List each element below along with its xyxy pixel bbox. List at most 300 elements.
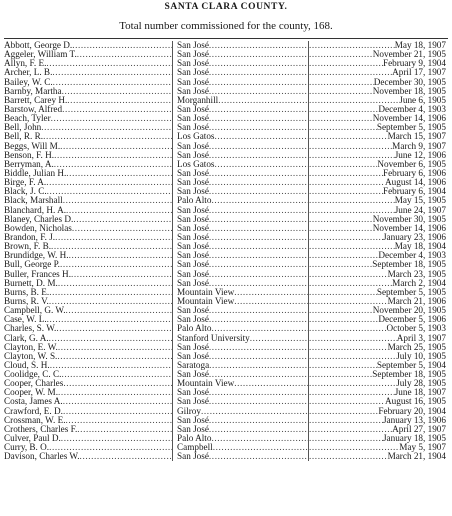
date-cell [309, 187, 448, 196]
dot-leader [209, 123, 308, 132]
place-text: San José [177, 205, 209, 215]
dot-leader [309, 151, 395, 160]
name-cell [4, 443, 173, 452]
table-row [4, 452, 448, 461]
table-row [4, 379, 448, 388]
place-text: San José [177, 150, 209, 160]
place-cell [173, 361, 309, 370]
dot-leader [77, 50, 172, 59]
date-text: July 28, 1905 [396, 379, 446, 389]
name-cell [4, 425, 173, 434]
name-text: Aggeler, William T. [4, 50, 77, 60]
place-cell [173, 123, 309, 132]
dot-leader [57, 352, 172, 361]
name-cell [4, 279, 173, 288]
dot-leader [209, 215, 308, 224]
date-text: August 14, 1906 [385, 178, 446, 188]
dot-leader [41, 123, 172, 132]
table-row [4, 233, 448, 242]
date-text: September 18, 1905 [372, 370, 446, 380]
place-text: Mountain View [177, 287, 235, 297]
dot-leader [209, 206, 308, 215]
place-cell [173, 288, 309, 297]
dot-leader [309, 352, 396, 361]
place-text: San José [177, 269, 209, 279]
table-row [4, 41, 448, 50]
place-text: San José [177, 232, 209, 242]
date-text: March 9, 1907 [392, 141, 446, 151]
place-cell [173, 224, 309, 233]
name-text: Curry, B. O. [4, 443, 50, 453]
date-cell [309, 160, 448, 169]
name-text: Allyn, F. E. [4, 59, 47, 69]
name-text: Burns, B. E. [4, 287, 50, 297]
dot-leader [309, 416, 383, 425]
table-row [4, 251, 448, 260]
name-text: Bull, George P. [4, 260, 60, 270]
dot-leader [309, 160, 377, 169]
place-cell [173, 352, 309, 361]
place-text: San José [177, 452, 209, 462]
table-row [4, 242, 448, 251]
dot-leader [46, 178, 172, 187]
name-text: Culver, Paul D. [4, 434, 61, 444]
table-row [4, 123, 448, 132]
place-cell [173, 416, 309, 425]
dot-leader [309, 324, 387, 333]
name-cell [4, 288, 173, 297]
dot-leader [47, 187, 172, 196]
name-text: Brown, F. B. [4, 242, 51, 252]
place-cell [173, 397, 309, 406]
date-cell [309, 434, 448, 443]
place-cell [173, 434, 309, 443]
dot-leader [43, 132, 172, 141]
place-cell [173, 233, 309, 242]
dot-leader [309, 315, 378, 324]
place-text: San José [177, 214, 209, 224]
place-text: San José [177, 168, 209, 178]
name-cell [4, 315, 173, 324]
dot-leader [309, 425, 392, 434]
name-cell [4, 178, 173, 187]
date-cell [309, 59, 448, 68]
table-row [4, 59, 448, 68]
name-text: Bell, John [4, 123, 42, 133]
name-text: Bell, R. R. [4, 132, 44, 142]
name-text: Crossman, W. E. [4, 415, 66, 425]
dot-leader [209, 187, 308, 196]
dot-leader [309, 397, 385, 406]
place-text: San José [177, 342, 209, 352]
dot-leader [250, 334, 308, 343]
date-cell [309, 297, 448, 306]
name-cell [4, 132, 173, 141]
name-cell [4, 96, 173, 105]
table-row [4, 397, 448, 406]
place-text: San José [177, 50, 209, 60]
dot-leader [209, 114, 308, 123]
place-text: San José [177, 68, 209, 78]
place-text: Campbell [177, 443, 213, 453]
dot-leader [309, 279, 392, 288]
dot-leader [209, 452, 308, 461]
date-text: February 6, 1904 [382, 187, 446, 197]
dot-leader [211, 324, 308, 333]
date-cell [309, 260, 448, 269]
place-cell [173, 260, 309, 269]
dot-leader [51, 114, 172, 123]
dot-leader [49, 334, 172, 343]
name-text: Cooper, Charles [4, 379, 64, 389]
dot-leader [209, 352, 308, 361]
date-cell [309, 288, 448, 297]
date-cell [309, 233, 448, 242]
name-cell [4, 416, 173, 425]
header-rule [4, 38, 448, 39]
date-cell [309, 315, 448, 324]
date-text: June 18, 1907 [394, 388, 446, 398]
place-cell [173, 306, 309, 315]
date-cell [309, 334, 448, 343]
date-text: November 14, 1906 [372, 223, 446, 233]
dot-leader [201, 407, 308, 416]
name-cell [4, 270, 173, 279]
date-text: July 10, 1905 [396, 351, 446, 361]
name-text: Birge, F. A. [4, 178, 47, 188]
dot-leader [55, 233, 172, 242]
date-cell [309, 352, 448, 361]
name-text: Blanchard, H. A. [4, 205, 67, 215]
date-cell [309, 50, 448, 59]
name-cell [4, 407, 173, 416]
place-cell [173, 425, 309, 434]
dot-leader [309, 452, 388, 461]
place-text: San José [177, 260, 209, 270]
name-text: Buller, Frances H. [4, 269, 71, 279]
name-cell [4, 388, 173, 397]
name-cell [4, 50, 173, 59]
dot-leader [309, 123, 377, 132]
name-text: Clayton, W. S. [4, 351, 58, 361]
place-cell [173, 388, 309, 397]
place-text: San José [177, 242, 209, 252]
dot-leader [209, 425, 308, 434]
date-cell [309, 169, 448, 178]
dot-leader [309, 407, 378, 416]
date-cell [309, 41, 448, 50]
name-cell [4, 142, 173, 151]
name-cell [4, 41, 173, 50]
table-row [4, 187, 448, 196]
place-text: Palo Alto [177, 434, 212, 444]
date-text: November 30, 1905 [372, 214, 446, 224]
place-cell [173, 270, 309, 279]
dot-leader [72, 41, 172, 50]
dot-leader [209, 260, 308, 269]
dot-leader [309, 87, 373, 96]
table-row [4, 407, 448, 416]
date-text: May 18, 1907 [394, 41, 446, 50]
table-row [4, 370, 448, 379]
dot-leader [66, 206, 172, 215]
date-text: November 20, 1905 [372, 306, 446, 316]
place-text: San José [177, 59, 209, 69]
date-cell [309, 416, 448, 425]
dot-leader [60, 142, 172, 151]
date-cell [309, 452, 448, 461]
name-text: Crawford, E. D. [4, 406, 63, 416]
dot-leader [209, 50, 308, 59]
place-cell [173, 78, 309, 87]
place-cell [173, 142, 309, 151]
dot-leader [80, 452, 172, 461]
date-text: May 5, 1907 [399, 443, 446, 453]
dot-leader [66, 416, 172, 425]
date-cell [309, 196, 448, 205]
name-text: Beggs, Will M. [4, 141, 61, 151]
date-cell [309, 132, 448, 141]
name-cell [4, 361, 173, 370]
date-text: February 6, 1906 [382, 168, 446, 178]
dot-leader [209, 397, 308, 406]
name-cell [4, 370, 173, 379]
dot-leader [309, 288, 377, 297]
date-cell [309, 178, 448, 187]
table-row [4, 288, 448, 297]
table-row [4, 260, 448, 269]
dot-leader [52, 68, 172, 77]
name-cell [4, 59, 173, 68]
dot-leader [209, 142, 308, 151]
date-text: June 12, 1906 [394, 150, 446, 160]
dot-leader [46, 59, 172, 68]
name-text: Clayton, E. W. [4, 342, 58, 352]
name-text: Black, Marshall [4, 196, 63, 206]
date-cell [309, 215, 448, 224]
dot-leader [73, 215, 172, 224]
table-row [4, 96, 448, 105]
name-text: Cloud, S. H. [4, 360, 50, 370]
place-text: San José [177, 223, 209, 233]
dot-leader [209, 169, 308, 178]
name-text: Davison, Charles W. [4, 452, 80, 462]
place-cell [173, 315, 309, 324]
dot-leader [309, 242, 395, 251]
dot-leader [309, 270, 388, 279]
table-row [4, 160, 448, 169]
dot-leader [309, 251, 378, 260]
name-text: Coolidge, C. C. [4, 370, 62, 380]
dot-leader [49, 443, 172, 452]
name-cell [4, 434, 173, 443]
place-cell [173, 452, 309, 461]
date-text: November 6, 1905 [377, 159, 446, 169]
place-text: San José [177, 187, 209, 197]
date-text: November 14, 1906 [372, 114, 446, 124]
table-row [4, 151, 448, 160]
date-text: December 4, 1903 [378, 251, 446, 261]
date-text: December 5, 1906 [378, 315, 446, 325]
name-cell [4, 215, 173, 224]
table-row [4, 87, 448, 96]
table-row [4, 270, 448, 279]
date-text: September 18, 1905 [372, 260, 446, 270]
commission-table [4, 41, 448, 461]
dot-leader [63, 397, 172, 406]
place-cell [173, 206, 309, 215]
dot-leader [309, 59, 383, 68]
place-cell [173, 196, 309, 205]
place-text: San José [177, 424, 209, 434]
date-text: April 3, 1907 [396, 333, 446, 343]
name-cell [4, 196, 173, 205]
name-text: Brundidge, W. H. [4, 251, 69, 261]
name-cell [4, 334, 173, 343]
date-cell [309, 224, 448, 233]
table-row [4, 334, 448, 343]
dot-leader [209, 270, 308, 279]
name-cell [4, 324, 173, 333]
dot-leader [63, 379, 172, 388]
dot-leader [234, 379, 308, 388]
name-cell [4, 123, 173, 132]
name-cell [4, 187, 173, 196]
date-text: March 21, 1904 [387, 452, 446, 462]
name-text: Benson, F. H. [4, 150, 55, 160]
dot-leader [309, 379, 396, 388]
dot-leader [309, 178, 385, 187]
dot-leader [58, 388, 172, 397]
dot-leader [309, 443, 399, 452]
table-row [4, 352, 448, 361]
dot-leader [309, 306, 373, 315]
dot-leader [309, 260, 372, 269]
dot-leader [234, 288, 308, 297]
place-cell [173, 242, 309, 251]
dot-leader [309, 78, 374, 87]
date-cell [309, 407, 448, 416]
date-text: December 4, 1903 [378, 104, 446, 114]
dot-leader [213, 443, 308, 452]
dot-leader [309, 41, 395, 50]
date-text: April 17, 1907 [392, 68, 446, 78]
name-cell [4, 224, 173, 233]
place-cell [173, 343, 309, 352]
dot-leader [61, 370, 172, 379]
dot-leader [58, 343, 172, 352]
dot-leader [50, 361, 172, 370]
table-row [4, 297, 448, 306]
table-row [4, 324, 448, 333]
dot-leader [72, 224, 172, 233]
page-subtitle: Total number commissioned for the county, 168. [119, 20, 333, 32]
dot-leader [309, 215, 373, 224]
dot-leader [49, 297, 172, 306]
place-cell [173, 68, 309, 77]
place-text: Los Gatos [177, 132, 215, 142]
dot-leader [234, 297, 308, 306]
name-text: Burnett, D. M. [4, 278, 58, 288]
place-cell [173, 297, 309, 306]
name-cell [4, 68, 173, 77]
place-text: Mountain View [177, 296, 235, 306]
place-cell [173, 187, 309, 196]
name-cell [4, 87, 173, 96]
place-cell [173, 132, 309, 141]
dot-leader [209, 59, 308, 68]
dot-leader [60, 260, 172, 269]
name-cell [4, 160, 173, 169]
date-text: May 18, 1904 [394, 242, 446, 252]
name-text: Cooper, W. M. [4, 388, 58, 398]
date-cell [309, 379, 448, 388]
dot-leader [218, 96, 308, 105]
dot-leader [309, 233, 383, 242]
place-text: Palo Alto [177, 324, 212, 334]
dot-leader [63, 407, 172, 416]
date-cell [309, 388, 448, 397]
dot-leader [209, 315, 308, 324]
name-text: Burns, R. V. [4, 296, 49, 306]
dot-leader [309, 142, 392, 151]
date-text: November 18, 1905 [372, 86, 446, 96]
name-text: Archer, L. B. [4, 68, 53, 78]
page-title: SANTA CLARA COUNTY. [164, 2, 288, 12]
dot-leader [215, 132, 308, 141]
date-cell [309, 96, 448, 105]
date-cell [309, 142, 448, 151]
dot-leader [211, 196, 308, 205]
dot-leader [309, 114, 373, 123]
place-cell [173, 59, 309, 68]
date-text: April 27, 1907 [392, 424, 446, 434]
place-cell [173, 169, 309, 178]
name-cell [4, 242, 173, 251]
dot-leader [77, 425, 172, 434]
dot-leader [209, 87, 308, 96]
table-row [4, 50, 448, 59]
place-text: San José [177, 415, 209, 425]
table-row [4, 78, 448, 87]
dot-leader [63, 196, 172, 205]
date-cell [309, 114, 448, 123]
name-cell [4, 397, 173, 406]
dot-leader [209, 242, 308, 251]
dot-leader [209, 178, 308, 187]
dot-leader [47, 315, 172, 324]
place-cell [173, 215, 309, 224]
dot-leader [209, 233, 308, 242]
place-cell [173, 87, 309, 96]
table-row [4, 196, 448, 205]
dot-leader [67, 96, 172, 105]
table-row [4, 425, 448, 434]
place-text: Mountain View [177, 379, 235, 389]
name-text: Abbott, George D. [4, 41, 73, 50]
date-cell [309, 151, 448, 160]
place-text: San José [177, 114, 209, 124]
dot-leader [49, 288, 172, 297]
name-cell [4, 452, 173, 461]
name-text: Barstow, Alfred [4, 104, 63, 114]
date-text: March 25, 1905 [387, 342, 446, 352]
dot-leader [309, 105, 378, 114]
dot-leader [209, 68, 308, 77]
table-row [4, 132, 448, 141]
place-text: Saratoga [177, 360, 210, 370]
date-text: March 23, 1905 [387, 269, 446, 279]
